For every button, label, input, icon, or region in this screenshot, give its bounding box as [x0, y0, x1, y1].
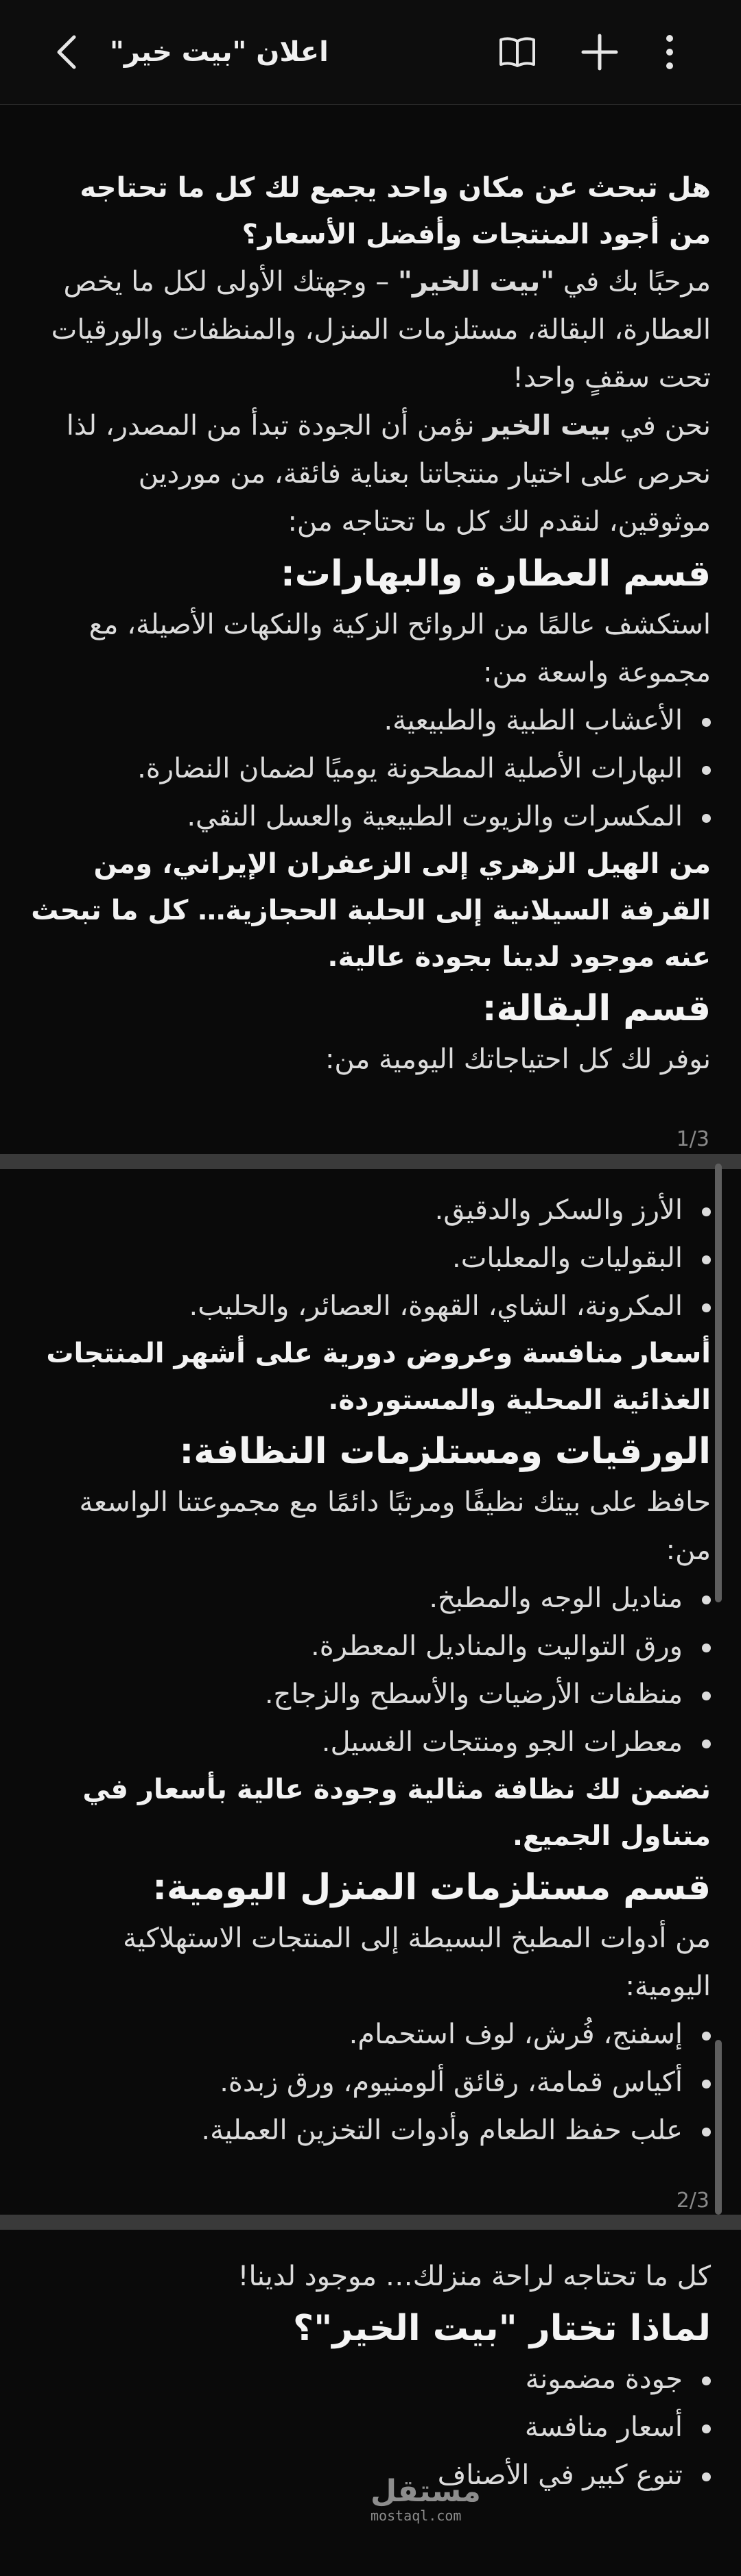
- intro-question: هل تبحث عن مكان واحد يجمع لك كل ما تحتاجه من أجود المنتجات وأفضل الأسعار؟: [80, 172, 711, 250]
- spices-highlight: من الهيل الزهري إلى الزعفران الإيراني، ومن القرفة السيلانية إلى الحلبة الحجازية… كل ما تبحث عنه موجود لدينا بجودة عالية.: [31, 848, 711, 973]
- list-item: أكياس قمامة، رقائق ألومنيوم، ورق زبدة.: [30, 2058, 711, 2106]
- add-button[interactable]: [578, 30, 622, 74]
- list-item: أسعار منافسة: [30, 2403, 711, 2451]
- list-item: البقوليات والمعلبات.: [30, 1234, 711, 1282]
- bullet-icon: [702, 1644, 711, 1652]
- grocery-heading: قسم البقالة:: [482, 988, 711, 1029]
- reading-mode-button[interactable]: [495, 30, 539, 74]
- watermark-logo: مستقل: [370, 2474, 481, 2509]
- bullet-icon: [702, 2032, 711, 2041]
- chevron-left-icon: [54, 33, 81, 71]
- bullet-icon: [702, 814, 711, 823]
- paper-intro: حافظ على بيتك نظيفًا ومرتبًا دائمًا مع مجموعتنا الواسعة من:: [79, 1486, 711, 1566]
- bullet-icon: [702, 1596, 711, 1604]
- page-number: 2/3: [676, 2189, 709, 2213]
- list-item: المكرونة، الشاي، القهوة، العصائر، والحليب.: [30, 1282, 711, 1330]
- list-item: إسفنج، فُرش، لوف استحمام.: [30, 2010, 711, 2058]
- brand-name: بيت الخير: [483, 410, 611, 442]
- bullet-icon: [702, 766, 711, 775]
- spices-intro: استكشف عالمًا من الروائح الزكية والنكهات الأصيلة، مع مجموعة واسعة من:: [89, 609, 711, 688]
- watermark-site: mostaql.com: [370, 2507, 462, 2524]
- page-3-content: [30, 2252, 711, 2499]
- list-item: البهارات الأصلية المطحونة يوميًا لضمان النضارة.: [30, 745, 711, 793]
- bullet-icon: [702, 2424, 711, 2433]
- list-item: مناديل الوجه والمطبخ.: [30, 1574, 711, 1622]
- paper-highlight: نضمن لك نظافة مثالية وجودة عالية بأسعار في متناول الجميع.: [82, 1774, 711, 1852]
- page-2-content: [30, 1186, 711, 2154]
- list-item: المكسرات والزيوت الطبيعية والعسل النقي.: [30, 793, 711, 841]
- list-item: منظفات الأرضيات والأسطح والزجاج.: [30, 1670, 711, 1718]
- closing-line: كل ما تحتاجه لراحة منزلك… موجود لدينا!: [237, 2261, 711, 2292]
- list-item: الأرز والسكر والدقيق.: [30, 1186, 711, 1234]
- list-item: جودة مضمونة: [30, 2355, 711, 2403]
- bullet-icon: [702, 1255, 711, 1264]
- list-item: تنوع كبير في الأصناف: [30, 2451, 711, 2499]
- page-divider: [0, 2215, 741, 2230]
- back-button[interactable]: [48, 33, 86, 71]
- bullet-icon: [702, 2080, 711, 2089]
- mostaql-watermark: [370, 2474, 481, 2524]
- scrollbar-thumb[interactable]: [715, 1164, 722, 1602]
- more-options-button[interactable]: [648, 30, 692, 74]
- spices-heading: قسم العطارة والبهارات:: [280, 553, 711, 594]
- intro-paragraph: مرحبًا بك في "بيت الخير" – وجهتك الأولى لكل ما يخص العطارة، البقالة، مستلزمات المنزل، والمنظفات والورقيات تحت سقفٍ واحد!: [51, 266, 711, 394]
- page-divider: [0, 1154, 741, 1169]
- brand-name: "بيت الخير": [397, 266, 555, 298]
- book-icon: [498, 36, 537, 69]
- list-item: علب حفظ الطعام وأدوات التخزين العملية.: [30, 2106, 711, 2154]
- page-1-content: [30, 165, 711, 1083]
- list-item: ورق التواليت والمناديل المعطرة.: [30, 1622, 711, 1670]
- household-intro: من أدوات المطبخ البسيطة إلى المنتجات الاستهلاكية اليومية:: [123, 1923, 711, 2002]
- bullet-icon: [702, 1303, 711, 1312]
- grocery-highlight: أسعار منافسة وعروض دورية على أشهر المنتجات الغذائية المحلية والمستوردة.: [46, 1338, 711, 1416]
- grocery-intro: نوفر لك كل احتياجاتك اليومية من:: [325, 1044, 711, 1075]
- list-item: معطرات الجو ومنتجات الغسيل.: [30, 1718, 711, 1766]
- bullet-icon: [702, 1692, 711, 1700]
- list-item: الأعشاب الطبية والطبيعية.: [30, 697, 711, 745]
- paper-heading: الورقيات ومستلزمات النظافة:: [179, 1431, 711, 1472]
- bullet-icon: [702, 1740, 711, 1748]
- household-heading: قسم مستلزمات المنزل اليومية:: [152, 1867, 711, 1908]
- plus-icon: [580, 33, 619, 71]
- why-heading: لماذا تختار "بيت الخير"؟: [293, 2308, 711, 2349]
- top-app-bar: [0, 0, 741, 105]
- quality-paragraph: نحن في بيت الخير نؤمن أن الجودة تبدأ من المصدر، لذا نحرص على اختيار منتجاتنا بعناية فائقة، من موردين موثوقين، لنقدم لك كل ما تحتاجه من:: [66, 410, 711, 538]
- more-vertical-icon: [663, 33, 677, 71]
- bullet-icon: [702, 2376, 711, 2385]
- page-title: اعلان "بيت خير": [110, 36, 329, 68]
- page-number: 1/3: [676, 1127, 709, 1151]
- scrollbar-thumb[interactable]: [715, 2040, 722, 2215]
- bullet-icon: [702, 2128, 711, 2136]
- bullet-icon: [702, 1207, 711, 1216]
- bullet-icon: [702, 2472, 711, 2481]
- bullet-icon: [702, 718, 711, 727]
